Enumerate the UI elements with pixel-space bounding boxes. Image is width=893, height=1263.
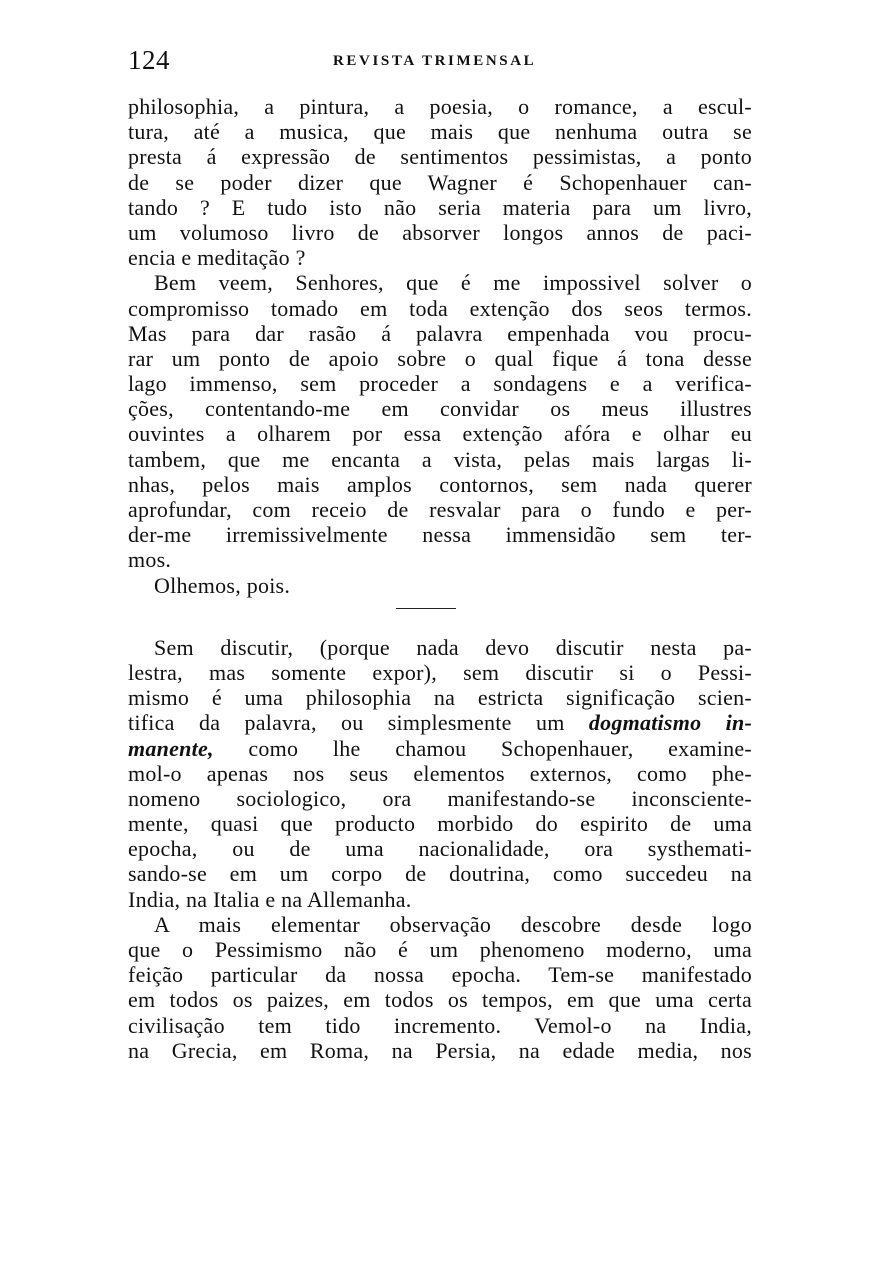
text-line: tando ? E tudo isto não seria materia para um livro, [128, 194, 752, 220]
italic-term: dogmatismo in- [588, 710, 753, 736]
text-line: ouvintes a olharem por essa extenção afóra e olhar eu [128, 421, 752, 447]
text-line: tura, até a musica, que mais que nenhuma outra se [128, 119, 752, 145]
text-line [128, 710, 752, 735]
text-line: aprofundar, com receio de resvalar para o fundo e per- [128, 497, 752, 522]
text-span: como lhe chamou Schopenhauer, examine- [213, 735, 752, 761]
paragraph [128, 635, 752, 912]
text-span: tifica da palavra, ou simplesmente um [128, 710, 565, 736]
text-line: India, na Italia e na Allemanha. [128, 886, 412, 912]
italic-term: manente, [128, 735, 214, 761]
text-line: philosophia, a pintura, a poesia, o romance, a escul- [128, 94, 752, 119]
paragraph [128, 573, 752, 598]
text-line: tambem, que me encanta a vista, pelas mais largas li- [128, 446, 752, 472]
text-line: epocha, ou de uma nacionalidade, ora systhemati- [128, 836, 752, 862]
text-line: lago immenso, sem proceder a sondagens e a verifica- [128, 371, 752, 397]
text-line: mismo é uma philosophia na estricta significação scien- [128, 685, 752, 711]
page-header [128, 42, 750, 78]
paragraph [128, 912, 752, 1063]
section-divider [396, 608, 456, 609]
text-line: civilisação tem tido incremento. Vemol-o na India, [128, 1012, 752, 1038]
text-line [128, 736, 752, 761]
page-number: 124 [128, 45, 170, 75]
text-line: sando-se em um corpo de doutrina, como succedeu na [128, 861, 752, 887]
text-line: compromisso tomado em toda extenção dos seos termos. [128, 295, 752, 321]
text-line: em todos os paizes, em todos os tempos, em que uma certa [128, 987, 752, 1013]
text-line: Olhemos, pois. [154, 572, 291, 598]
text-line: mol-o apenas nos seus elementos externos, como phe- [128, 760, 752, 786]
text-line: Bem veem, Senhores, que é me impossivel solver o [154, 270, 752, 296]
text-line: feição particular da nossa epocha. Tem-se manifestado [128, 962, 752, 988]
text-line: der-me irremissivelmente nessa immensidão sem ter- [128, 522, 752, 548]
running-title: REVISTA TRIMENSAL [333, 53, 537, 69]
text-line: rar um ponto de apoio sobre o qual fique á tona desse [128, 345, 752, 371]
text-line: ções, contentando-me em convidar os meus illustres [128, 396, 752, 422]
text-line: de se poder dizer que Wagner é Schopenhauer can- [128, 169, 752, 195]
text-line: encia e meditação ? [128, 245, 306, 271]
text-line: presta á expressão de sentimentos pessimistas, a ponto [128, 144, 752, 170]
text-line: Mas para dar rasão á palavra empenhada vou procu- [128, 320, 752, 346]
paragraph [128, 270, 752, 572]
text-line: mente, quasi que producto morbido do espirito de uma [128, 811, 752, 837]
paragraph [128, 94, 752, 270]
text-line: nhas, pelos mais amplos contornos, sem nada querer [128, 471, 752, 497]
text-line: lestra, mas somente expor), sem discutir si o Pessi- [128, 659, 752, 685]
body-text [128, 94, 752, 1063]
text-line: que o Pessimismo não é um phenomeno moderno, uma [128, 937, 752, 962]
text-line: A mais elementar observação descobre desde logo [154, 911, 752, 937]
text-line: mos. [128, 547, 172, 573]
text-line: um volumoso livro de absorver longos annos de paci- [128, 219, 752, 245]
text-line: Sem discutir, (porque nada devo discutir nesta pa- [154, 634, 752, 660]
text-line: na Grecia, em Roma, na Persia, na edade media, nos [128, 1037, 752, 1063]
text-line: nomeno sociologico, ora manifestando-se inconsciente- [128, 785, 752, 811]
